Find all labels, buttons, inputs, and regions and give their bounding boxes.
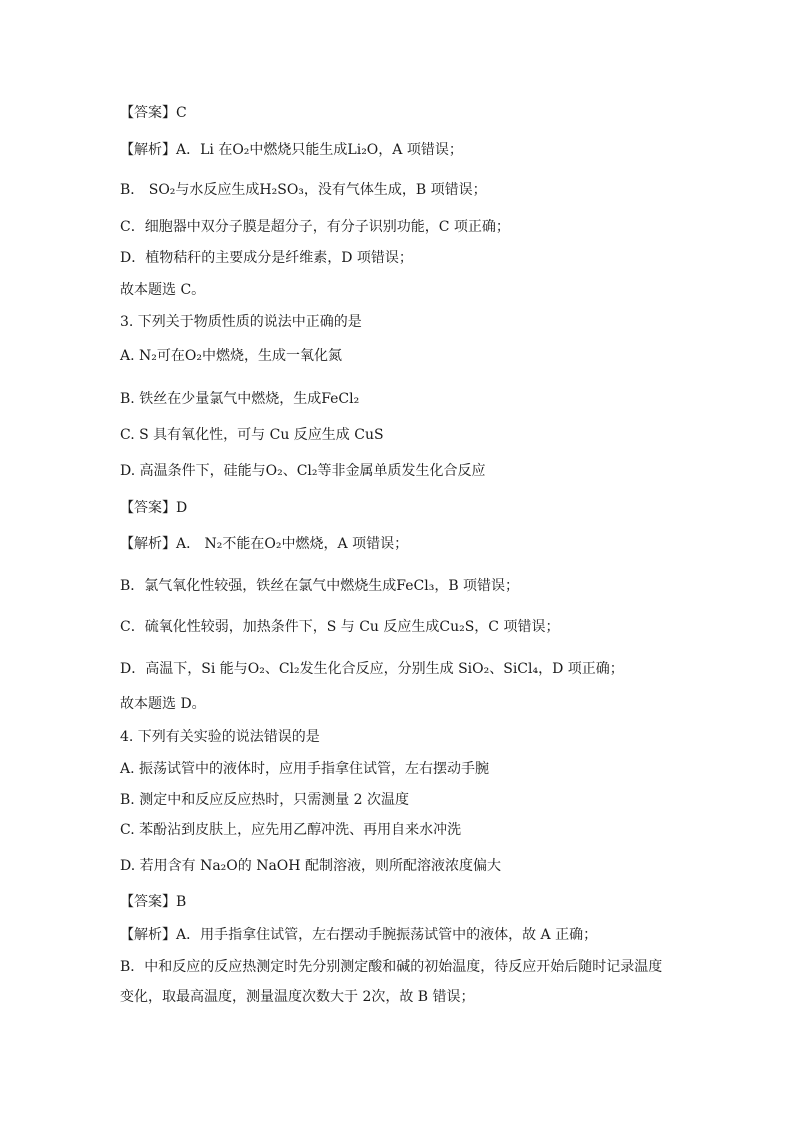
question-stem: 4. 下列有关实验的说法错误的是 <box>120 729 320 745</box>
option-line: A. N₂可在O₂中燃烧，生成一氧化氮 <box>120 348 342 364</box>
analysis-line: D．植物秸秆的主要成分是纤维素，D 项错误； <box>120 250 413 266</box>
analysis-line: 【解析】A．Li 在O₂中燃烧只能生成Li₂O，A 项错误； <box>120 142 463 158</box>
answer-label: 【答案】D <box>120 500 188 516</box>
analysis-line: B．中和反应的反应热测定时先分别测定酸和碱的初始温度，待反应开始后随时记录温度 <box>120 959 663 975</box>
analysis-line: 【解析】A．用手指拿住试管，左右摆动手腕振荡试管中的液体，故 A 正确； <box>120 927 598 943</box>
analysis-line: 【解析】A． N₂不能在O₂中燃烧，A 项错误； <box>120 536 409 552</box>
option-line: B. 测定中和反应反应热时，只需测量 2 次温度 <box>120 792 409 808</box>
question-stem: 3. 下列关于物质性质的说法中正确的是 <box>120 314 362 330</box>
analysis-line: D．高温下，Si 能与O₂、Cl₂发生化合反应，分别生成 SiO₂、SiCl₄，D 项正确； <box>120 661 624 677</box>
analysis-line: C．硫氧化性较弱，加热条件下，S 与 Cu 反应生成Cu₂S，C 项错误； <box>120 619 560 635</box>
answer-label: 【答案】C <box>120 105 187 121</box>
analysis-line: B． SO₂与水反应生成H₂SO₃，没有气体生成，B 项错误； <box>120 182 487 198</box>
answer-label: 【答案】B <box>120 894 187 910</box>
analysis-line: 变化，取最高温度，测量温度次数大于 2次，故 B 错误； <box>120 989 475 1005</box>
option-line: C. 苯酚沾到皮肤上，应先用乙醇冲洗、再用自来水冲洗 <box>120 822 462 838</box>
analysis-line: B．氯气氧化性较强，铁丝在氯气中燃烧生成FeCl₃，B 项错误； <box>120 578 520 594</box>
option-line: B. 铁丝在少量氯气中燃烧，生成FeCl₂ <box>120 391 360 407</box>
conclusion-line: 故本题选 C。 <box>120 282 206 298</box>
conclusion-line: 故本题选 D。 <box>120 696 206 712</box>
option-line: C. S 具有氧化性，可与 Cu 反应生成 CuS <box>120 427 384 443</box>
option-line: D. 高温条件下，硅能与O₂、Cl₂等非金属单质发生化合反应 <box>120 463 486 479</box>
analysis-line: C．细胞器中双分子膜是超分子，有分子识别功能，C 项正确； <box>120 219 510 235</box>
option-line: D. 若用含有 Na₂O的 NaOH 配制溶液，则所配溶液浓度偏大 <box>120 858 501 874</box>
option-line: A. 振荡试管中的液体时，应用手指拿住试管，左右摆动手腕 <box>120 761 490 777</box>
